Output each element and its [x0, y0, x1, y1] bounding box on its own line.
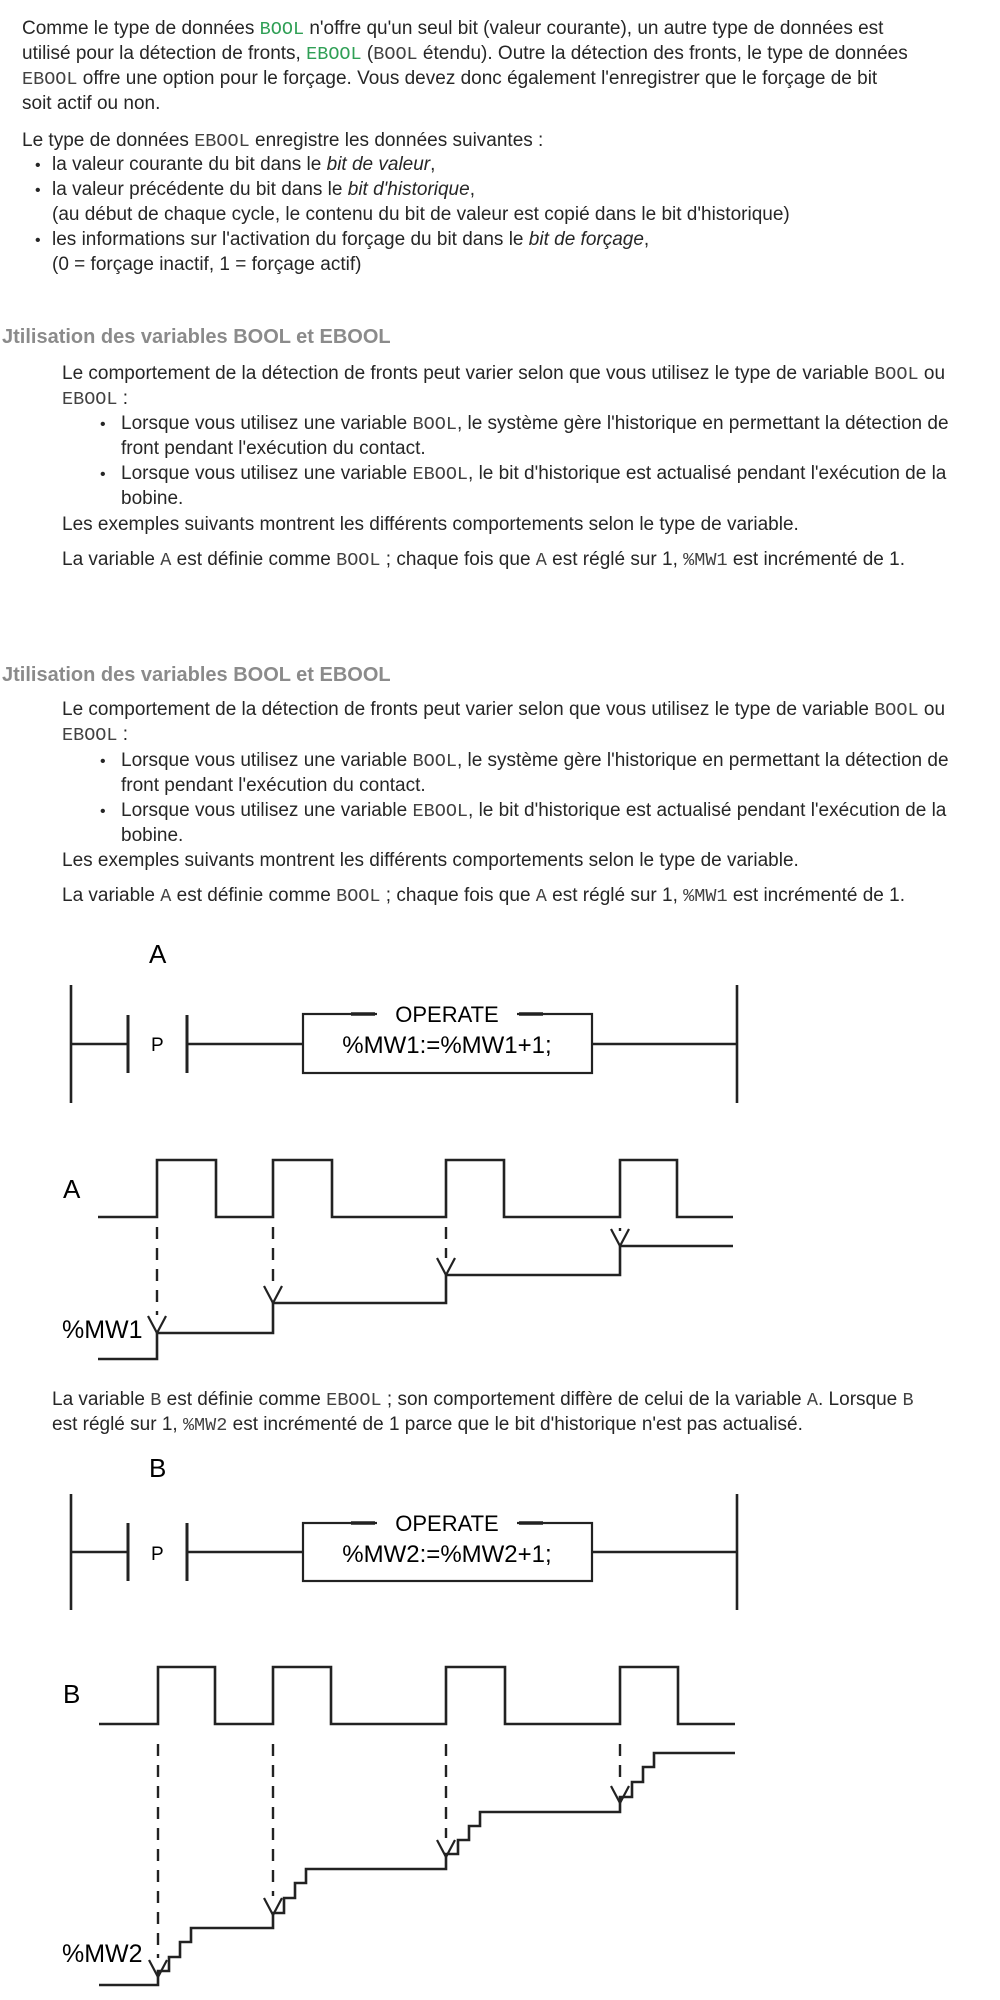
text-run: la valeur précédente du bit dans le: [52, 179, 348, 200]
inline-code: BOOL: [336, 550, 381, 571]
inline-code: BOOL: [373, 44, 418, 65]
text-line: [22, 41, 908, 66]
contact-variable-label: B: [149, 1453, 167, 1483]
text-run: ,: [430, 154, 436, 175]
text-run: ,: [643, 229, 650, 250]
timing-diagram-bool: [0, 1140, 1000, 1385]
text-run: est incrémenté de 1.: [727, 549, 905, 570]
text-run: est réglé sur 1,: [52, 1414, 183, 1435]
inline-code: A: [535, 550, 547, 571]
counter-label: %MW2: [62, 1940, 143, 1968]
text-run: soit actif ou non.: [22, 93, 161, 114]
text-run: est incrémenté de 1.: [727, 885, 905, 906]
section-paragraph: [62, 883, 905, 908]
text-line: [22, 91, 908, 116]
text-run: , le système gère l'historique en permettant la détection de: [456, 750, 949, 771]
text-line: [100, 411, 949, 436]
inline-code: EBOOL: [326, 1390, 382, 1411]
text-run: utilisé pour la détection de fronts,: [22, 43, 307, 64]
text-line: [62, 512, 799, 537]
section-bullet-list: [100, 411, 949, 511]
text-line: [62, 547, 905, 572]
text-run: est définie comme: [171, 885, 337, 906]
text-run: enregistre les données suivantes :: [249, 130, 544, 151]
intro-paragraph-2: [22, 128, 543, 153]
text-line: [121, 486, 949, 511]
text-run: Comme le type de données: [22, 18, 260, 39]
text-run: Jtilisation des variables BOOL et EBOOL: [2, 664, 391, 686]
text-line: [2, 325, 391, 350]
inline-code: EBOOL: [194, 131, 250, 152]
text-run: (0 = forçage inactif, 1 = forçage actif): [52, 254, 362, 275]
inline-code: A: [160, 886, 172, 907]
text-run: front pendant l'exécution du contact.: [121, 775, 426, 796]
ladder-diagram-bool: [0, 930, 1000, 1120]
text-run: La variable: [62, 885, 161, 906]
inline-code-link[interactable]: BOOL: [259, 19, 305, 40]
inline-code: EBOOL: [62, 725, 118, 746]
text-line: [22, 128, 543, 153]
inline-code: EBOOL: [62, 389, 118, 410]
operate-box-title: OPERATE: [395, 1511, 499, 1536]
text-run: Lorsque vous utilisez une variable: [121, 750, 413, 771]
text-run: (au début de chaque cycle, le contenu du bit de valeur est copié dans le bit d'historique): [52, 204, 790, 225]
text-run: ; chaque fois que: [380, 549, 536, 570]
text-run: ,: [469, 179, 475, 200]
text-line: [62, 361, 945, 386]
text-line: [100, 798, 949, 823]
text-run: , le bit d'historique est actualisé pendant l'exécution de la: [468, 463, 947, 484]
bullet-marker: •: [35, 182, 41, 199]
text-run: est définie comme: [161, 1389, 327, 1410]
text-line: [52, 1387, 914, 1412]
signal-label: B: [63, 1679, 81, 1709]
text-run: est incrémenté de 1 parce que le bit d'historique n'est pas actualisé.: [227, 1414, 803, 1435]
text-line: [35, 152, 790, 177]
text-run: Lorsque vous utilisez une variable: [121, 463, 413, 484]
text-run: étendu). Outre la détection des fronts, le type de données: [417, 43, 908, 64]
inline-code: EBOOL: [412, 464, 469, 485]
section-paragraph: [62, 697, 945, 747]
text-run: est réglé sur 1,: [546, 549, 684, 570]
text-run: bobine.: [121, 488, 184, 509]
edge-contact-p-label: P: [151, 1544, 164, 1565]
text-line: [62, 848, 799, 873]
text-run: Lorsque vous utilisez une variable: [121, 413, 413, 434]
text-run: Le type de données: [22, 130, 195, 151]
inline-code: BOOL: [412, 414, 457, 435]
inline-code: %MW2: [182, 1415, 228, 1436]
intro-paragraph-1: [22, 16, 908, 116]
inline-code: B: [150, 1390, 162, 1411]
inline-code: BOOL: [336, 886, 381, 907]
text-run: ; son comportement diffère de celui de la variable: [381, 1389, 807, 1410]
text-run: :: [117, 724, 129, 745]
text-run: est réglé sur 1,: [546, 885, 684, 906]
text-run: ; chaque fois que: [380, 885, 536, 906]
text-run: front pendant l'exécution du contact.: [121, 438, 426, 459]
inline-code: A: [535, 886, 547, 907]
text-line: [52, 1412, 914, 1437]
operate-expression: %MW1:=%MW1+1;: [342, 1032, 552, 1059]
counter-label: %MW1: [62, 1316, 143, 1344]
edge-arrow-icon: [264, 1286, 282, 1303]
section-heading: [2, 663, 391, 688]
text-run: Le comportement de la détection de fronts peut varier selon que vous utilisez le type de variable: [62, 363, 875, 384]
text-run: ou: [918, 699, 946, 720]
edge-contact-p-label: P: [151, 1035, 164, 1056]
text-line: [62, 883, 905, 908]
text-line: [35, 227, 790, 252]
text-run: , le bit d'historique est actualisé pendant l'exécution de la: [468, 800, 947, 821]
timing-diagram-ebool: [0, 1655, 1000, 2000]
text-run: :: [117, 388, 129, 409]
section-paragraph: [62, 512, 799, 537]
section-paragraph: [62, 848, 799, 873]
signal-waveform: [99, 1667, 735, 1724]
text-run: La variable: [52, 1389, 151, 1410]
inline-code: %MW1: [683, 550, 728, 571]
inline-code: BOOL: [874, 700, 919, 721]
inline-code-link[interactable]: EBOOL: [306, 44, 362, 65]
section-paragraph: [62, 547, 905, 572]
text-line: [62, 722, 945, 747]
text-line: [35, 177, 790, 202]
text-run: n'offre qu'un seul bit (valeur courante), un autre type de données est: [304, 18, 884, 39]
ladder-diagram-ebool: [0, 1450, 1000, 1625]
text-line: [52, 202, 790, 227]
text-run: . Lorsque: [818, 1389, 903, 1410]
inline-code: A: [806, 1390, 818, 1411]
bullet-marker: •: [100, 753, 106, 770]
text-line: [22, 16, 908, 41]
bullet-marker: •: [100, 466, 106, 483]
text-run: la valeur courante du bit dans le: [52, 154, 327, 175]
contact-variable-label: A: [149, 939, 167, 969]
inline-code: EBOOL: [412, 801, 469, 822]
bullet-marker: •: [35, 157, 41, 174]
text-run: les informations sur l'activation du forçage du bit dans le: [52, 229, 529, 250]
inline-code: %MW1: [683, 886, 728, 907]
text-run: , le système gère l'historique en permettant la détection de: [456, 413, 949, 434]
text-line: [22, 66, 908, 91]
inline-code: B: [902, 1390, 914, 1411]
section-bullet-list: [100, 748, 949, 848]
text-run: Les exemples suivants montrent les différents comportements selon le type de variable.: [62, 514, 799, 535]
section-heading: [2, 325, 391, 350]
edge-arrow-icon: [148, 1316, 166, 1333]
emphasized-text: bit d'historique: [347, 179, 470, 200]
intro-bullet-list: [35, 152, 790, 277]
bullet-marker: •: [100, 416, 106, 433]
inline-code: BOOL: [412, 751, 457, 772]
text-run: ou: [918, 363, 946, 384]
text-run: Jtilisation des variables BOOL et EBOOL: [2, 326, 391, 348]
text-line: [121, 436, 949, 461]
text-line: [52, 252, 790, 277]
text-line: [121, 823, 949, 848]
paragraph-variable-b: [52, 1387, 914, 1437]
text-line: [100, 461, 949, 486]
text-line: [62, 697, 945, 722]
edge-arrow-icon: [611, 1229, 629, 1246]
text-run: bobine.: [121, 825, 184, 846]
text-run: La variable: [62, 549, 161, 570]
text-run: Le comportement de la détection de fronts peut varier selon que vous utilisez le type de variable: [62, 699, 875, 720]
text-line: [100, 748, 949, 773]
signal-waveform: [98, 1160, 733, 1217]
text-run: (: [361, 43, 374, 64]
text-run: est définie comme: [171, 549, 337, 570]
counter-staircase: [98, 1246, 733, 1359]
section-paragraph: [62, 361, 945, 411]
inline-code: BOOL: [874, 364, 919, 385]
text-line: [2, 663, 391, 688]
text-run: Lorsque vous utilisez une variable: [121, 800, 413, 821]
text-run: offre une option pour le forçage. Vous devez donc également l'enregistrer que le forçage de bit: [77, 68, 878, 89]
text-line: [62, 386, 945, 411]
operate-box-title: OPERATE: [395, 1002, 499, 1027]
inline-code: A: [160, 550, 172, 571]
operate-expression: %MW2:=%MW2+1;: [342, 1541, 552, 1568]
signal-label: A: [63, 1174, 81, 1204]
emphasized-text: bit de valeur: [326, 154, 431, 175]
text-run: Les exemples suivants montrent les différents comportements selon le type de variable.: [62, 850, 799, 871]
inline-code: EBOOL: [22, 69, 78, 90]
edge-arrow-icon: [437, 1258, 455, 1275]
counter-ramp-staircase: [99, 1753, 735, 1985]
bullet-marker: •: [100, 803, 106, 820]
text-line: [121, 773, 949, 798]
emphasized-text: bit de forçage: [528, 229, 644, 250]
bullet-marker: •: [35, 232, 41, 249]
